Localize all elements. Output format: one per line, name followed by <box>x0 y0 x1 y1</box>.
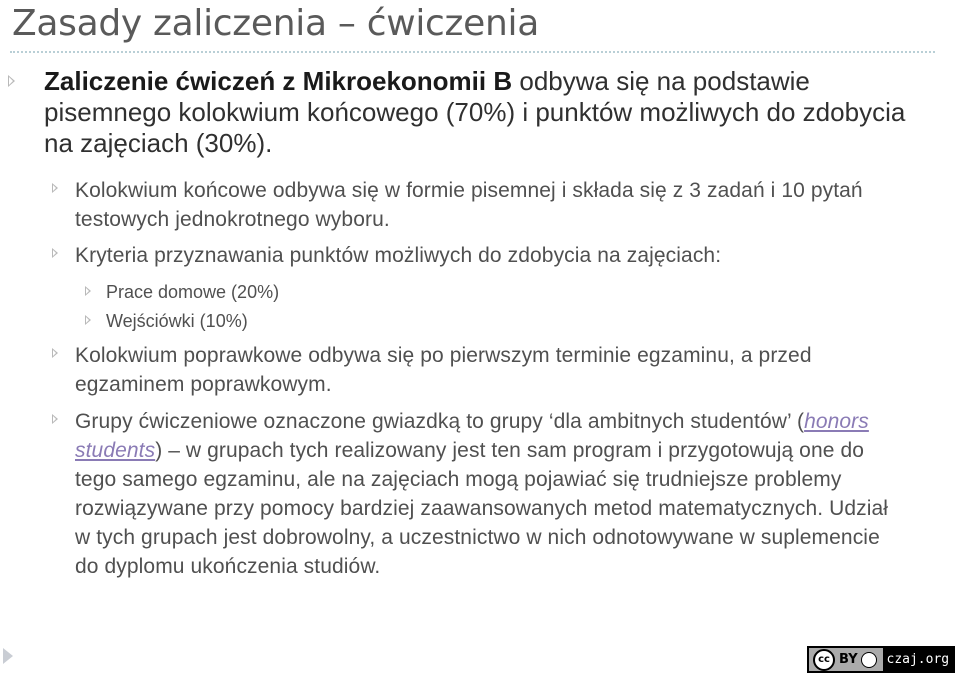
bullet-rest-text: odbywa się na podstawie pisemnego kolokwium końcowego (70%) i punktów możliwych do zdobycia na zajęciach (30%). <box>44 66 906 158</box>
bullet-text <box>44 66 924 159</box>
bullet-retake <box>75 341 905 399</box>
slide-title: Zasady zaliczenia – ćwiczenia <box>12 3 539 44</box>
bullet-text-after: ) – w grupach tych realizowany jest ten sam program i przygotowują one do tego samego egzaminu, ale na zajęciach mogą pojawiać się trudniejsze problemy rozwiązywane przy pomocy bardziej zaawansowanych metod matematycznych. Udział w tych grupach jest dobrowolny, a uczestnictwo w nich odnotowywane w suplemencie do dyplomu ukończenia studiów. <box>75 439 889 578</box>
cc-license-badge[interactable] <box>807 646 955 673</box>
bullet-arrow-icon <box>52 348 58 358</box>
slide-nav-arrow-icon[interactable] <box>3 648 13 664</box>
bullet-final-test <box>75 176 905 234</box>
bullet-text-before: Grupy ćwiczeniowe oznaczone gwiazdką to grupy ‘dla ambitnych studentów’ ( <box>75 410 805 433</box>
bullet-text: Kolokwium poprawkowe odbywa się po pierwszym terminie egzaminu, a przed egzaminem poprawkowym. <box>75 344 812 396</box>
cc-icon: cc <box>813 649 835 671</box>
bullet-grading-basis <box>44 66 924 159</box>
bullet-entry-quizzes <box>106 308 806 334</box>
bullet-text <box>75 407 905 581</box>
bullet-criteria <box>75 241 905 270</box>
honors-students-link[interactable]: honors students <box>75 410 869 462</box>
cc-by-label: BY <box>839 652 858 667</box>
license-site-label: czaj.org <box>883 648 953 671</box>
bullet-text: Prace domowe (20%) <box>106 282 280 302</box>
bullet-honors-groups <box>75 407 905 581</box>
bullet-arrow-icon <box>52 183 58 193</box>
attribution-person-icon <box>861 652 877 668</box>
bullet-arrow-icon <box>8 75 15 87</box>
bullet-arrow-icon <box>85 315 91 325</box>
bullet-homework <box>106 279 806 305</box>
title-divider <box>10 51 935 53</box>
bullet-arrow-icon <box>52 414 58 424</box>
bullet-bold-text: Zaliczenie ćwiczeń z Mikroekonomii B <box>44 66 513 96</box>
bullet-arrow-icon <box>52 248 58 258</box>
bullet-text: Kolokwium końcowe odbywa się w formie pisemnej i składa się z 3 zadań i 10 pytań testowych jednokrotnego wyboru. <box>75 179 863 231</box>
bullet-text: Wejściówki (10%) <box>106 311 248 331</box>
bullet-text: Kryteria przyznawania punktów możliwych do zdobycia na zajęciach: <box>75 244 722 267</box>
bullet-arrow-icon <box>85 286 91 296</box>
